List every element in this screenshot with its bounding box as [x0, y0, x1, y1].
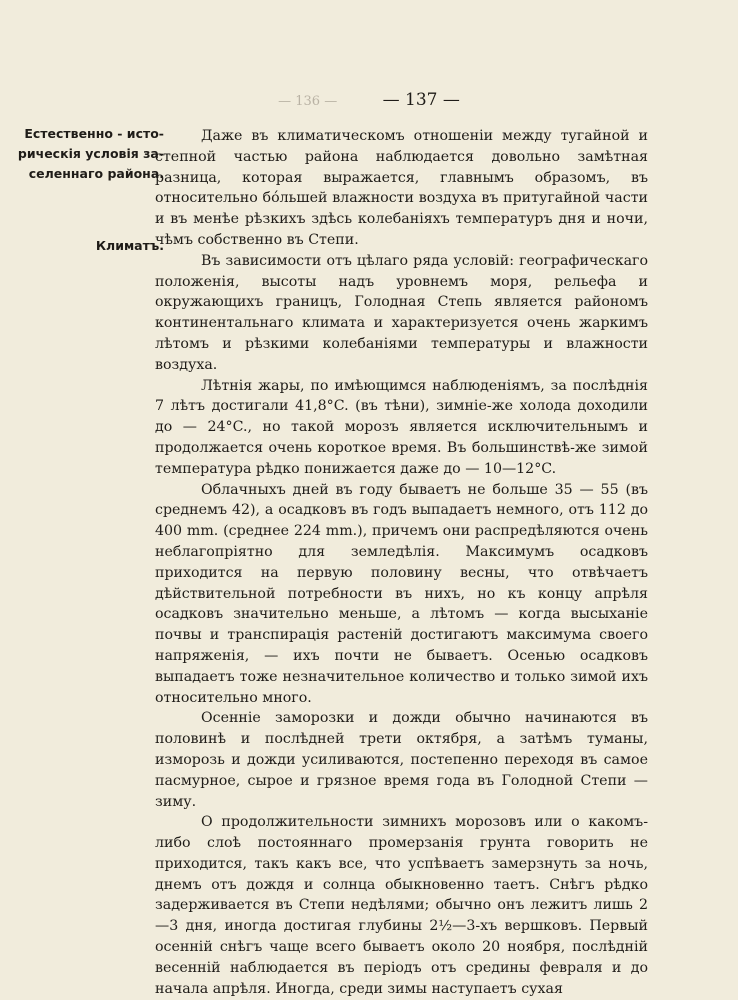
paragraph: Осенніе заморозки и дожди обычно начинаются въ половинѣ и послѣдней трети октября, а затѣмъ туманы, изморозь и дожди усиливаются, постепенно переходя въ самое пасмурное, сырое и грязное время года въ Голодной Степи — зиму. [155, 710, 648, 810]
paragraph: Лѣтнія жары, по имѣющимся наблюденіямъ, за послѣднія 7 лѣтъ достигали 41,8°C. (въ тѣни), зимніе-же холода доходили до — 24°C., но такой морозъ является исключительнымъ и продолжается очень короткое время. Въ большинствѣ-же зимой температура рѣдко понижается даже до — 10—12°C. [155, 377, 648, 477]
paragraph: Даже въ климатическомъ отношеніи между тугайной и степной частью района наблюдается довольно замѣтная разница, которая выражается, главнымъ образомъ, въ относительно бóльшей влажности воздуха въ притугайной части и въ менѣе рѣзкихъ здѣсь колебаніяхъ температуръ дня и ночи, чѣмъ собственно въ Степи. [155, 128, 648, 248]
page-number: — 137 — [382, 90, 460, 110]
paragraph: Въ зависимости отъ цѣлаго ряда условій: географическаго положенія, высоты надъ уровнемъ моря, рельефа и окружающихъ границъ, Голодная Степь является райономъ континентальнаго климата и характеризуется очень жаркимъ лѣтомъ и рѣзкими колебаніями температуры и влажности воздуха. [155, 252, 648, 373]
paragraph: О продолжительности зимнихъ морозовъ или о какомъ-либо слоѣ постояннаго промерзанія грунта говорить не приходится, такъ какъ все, что успѣваетъ замерзнуть за ночь, днемъ отъ дождя и солнца обыкновенно таетъ. Снѣгъ рѣдко задерживается въ Степи недѣлями; обычно онъ лежитъ лишь 2—3 дня, иногда достигая глубины 2½—3-хъ вершковъ. Первый осенній снѣгъ чаще всего бываетъ около 20 ноября, послѣдній весенній наблюдается въ періодъ отъ средины февраля и до начала апрѣля. Иногда, среди зимы наступаетъ сухая [155, 814, 648, 997]
body-text [155, 126, 648, 999]
margin-heading-natural-conditions: Естественно - исто- рическія условія за- селеннаго района. [17, 126, 164, 181]
page-header [0, 90, 738, 110]
bleed-through-page-number: — 136 — [278, 94, 338, 109]
paragraph: Облачныхъ дней въ году бываетъ не больше 35 — 55 (въ среднемъ 42), а осадковъ въ годъ выпадаетъ немного, отъ 112 до 400 mm. (среднее 224 mm.), причемъ они распредѣляются очень неблагопріятно для земледѣлія. Максимумъ осадковъ приходится на первую половину весны, что отвѣчаетъ дѣйствительной потребности въ нихъ, но къ концу апрѣля осадковъ значительно меньше, а лѣтомъ — когда высыханіе почвы и транспирація растеній достигаютъ максимума своего напряженія, — ихъ почти не бываетъ. Осенью осадковъ выпадаетъ тоже незначительное количество и только зимой ихъ относительно много. [155, 481, 648, 706]
margin-heading-climate: Климатъ. [95, 238, 164, 253]
